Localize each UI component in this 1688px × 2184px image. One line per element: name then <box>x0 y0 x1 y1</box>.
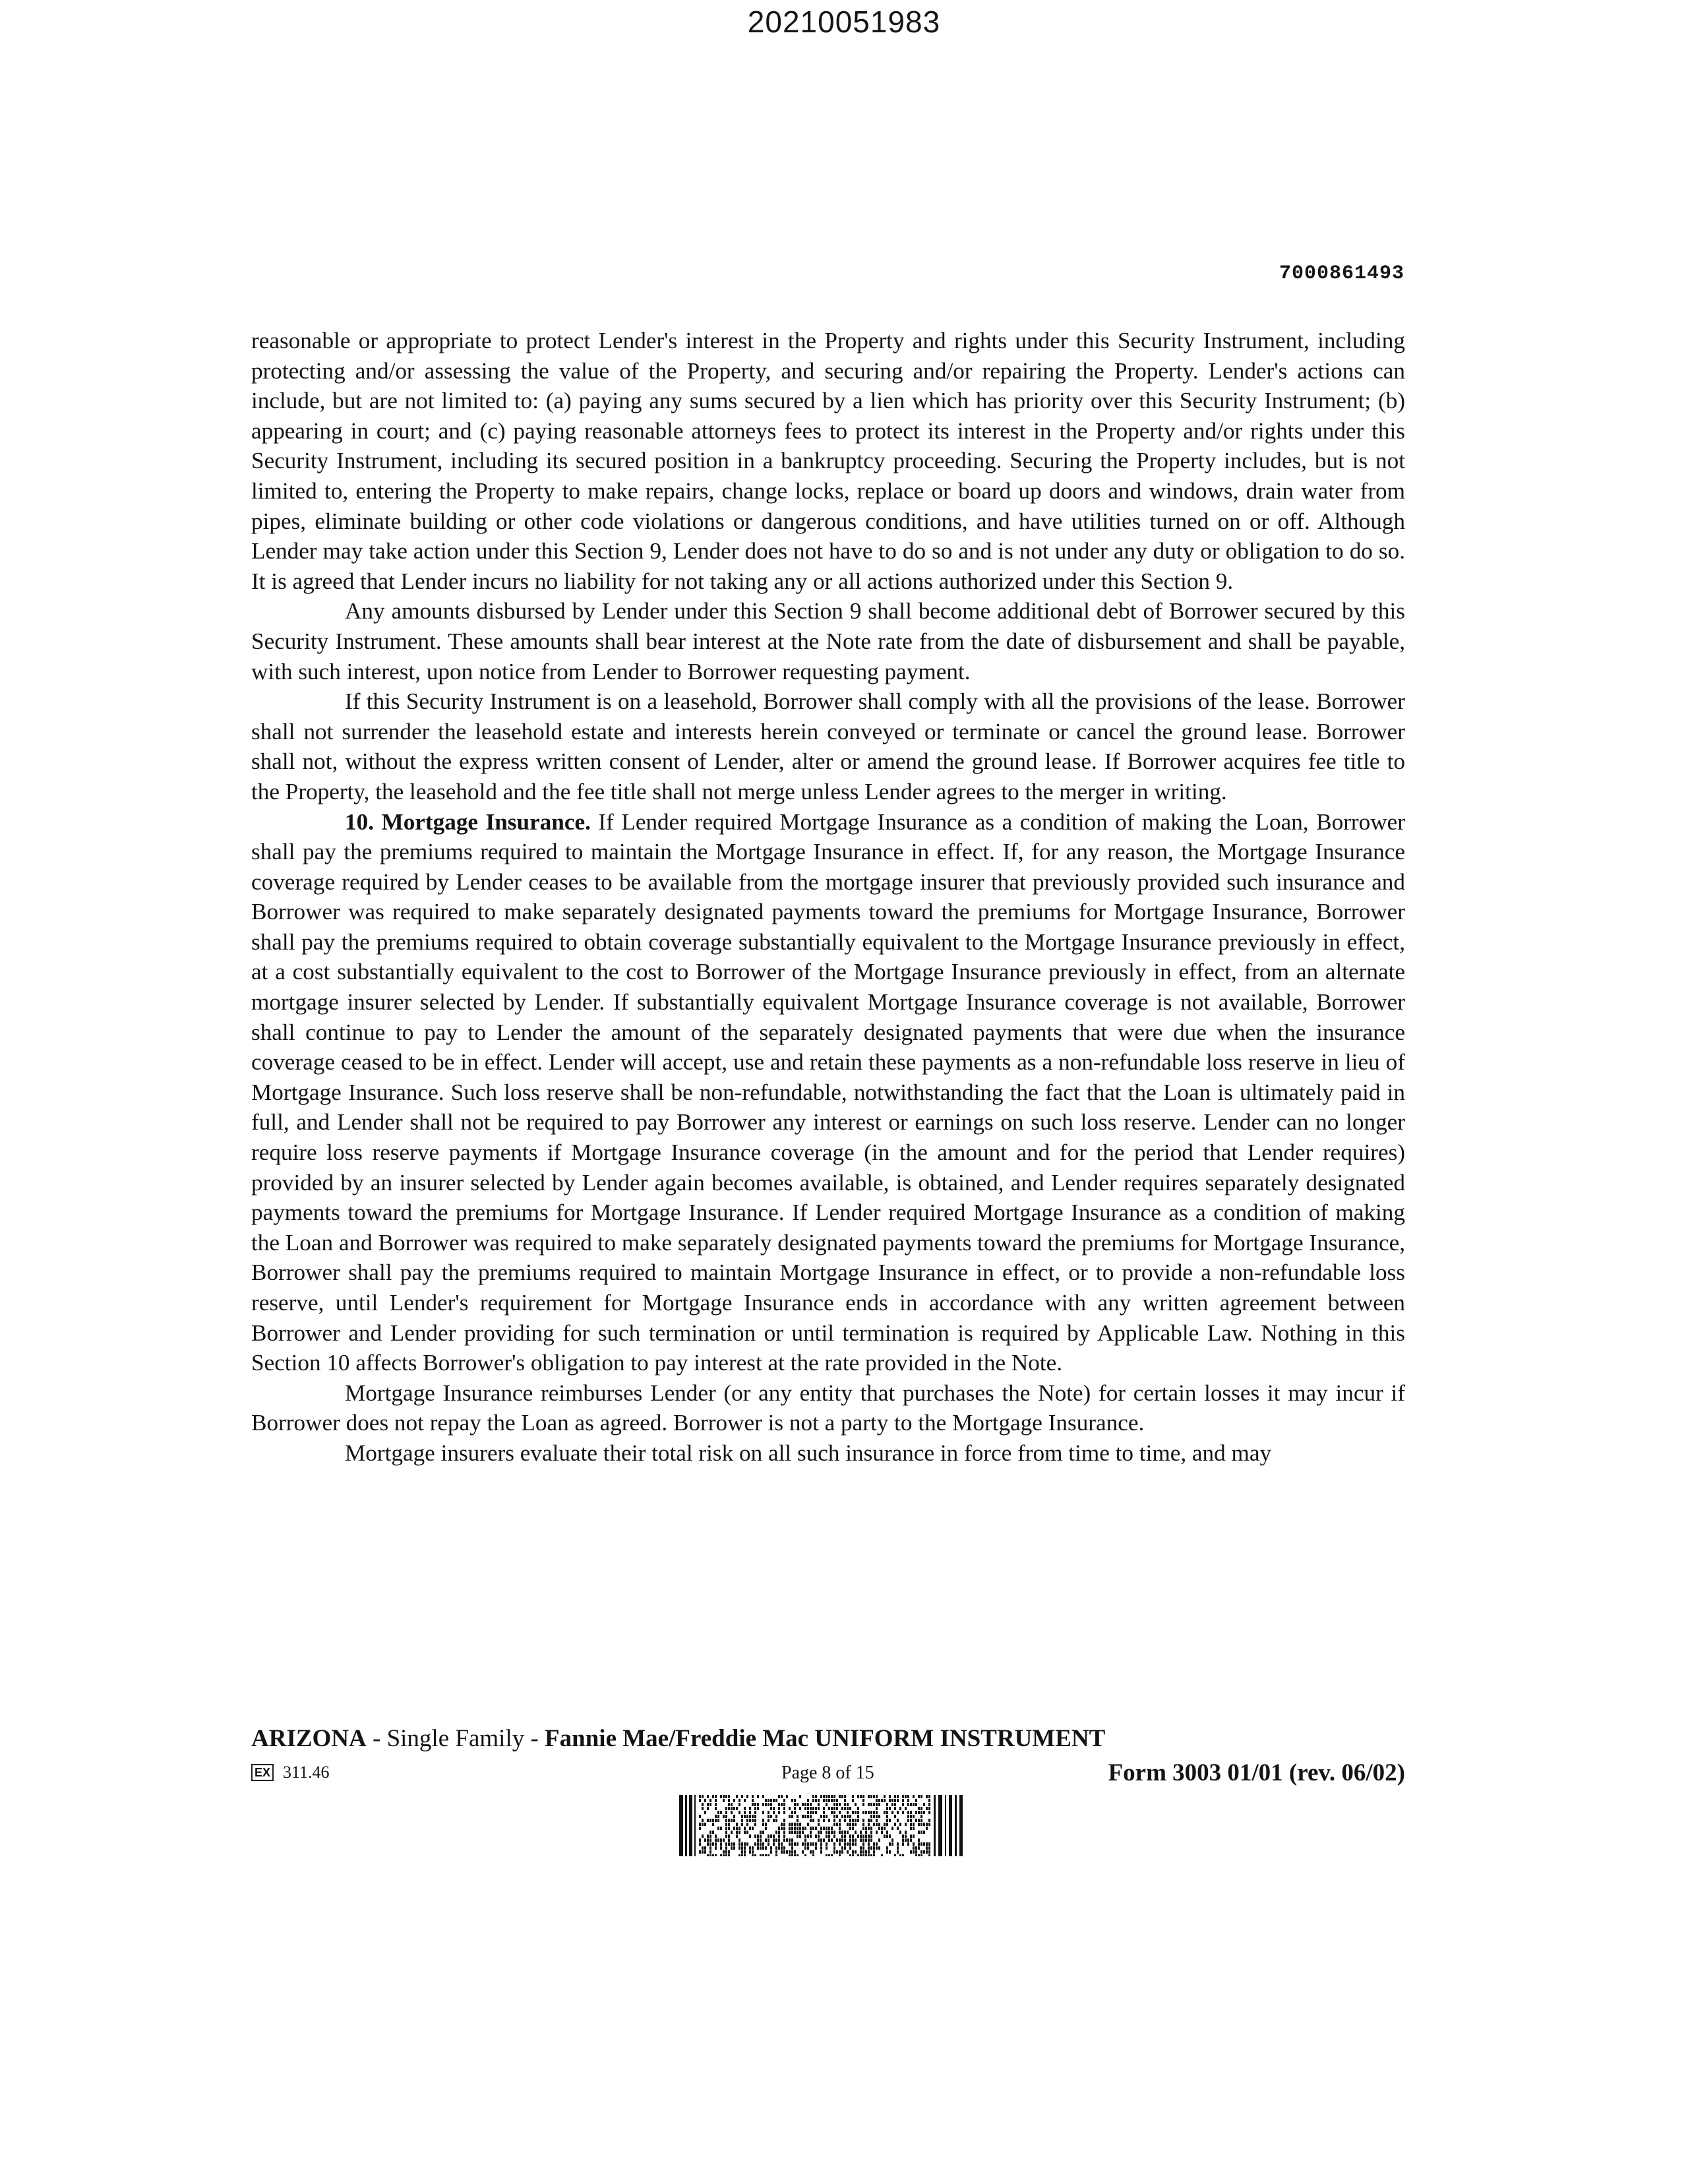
section-heading-mortgage-insurance: 10. Mortgage Insurance. <box>345 808 591 835</box>
loan-number: 7000861493 <box>1279 262 1404 285</box>
barcode-image <box>679 1795 963 1856</box>
paragraph-1 <box>251 326 1405 596</box>
form-number: Form 3003 01/01 (rev. 06/02) <box>1108 1759 1405 1786</box>
document-body <box>251 326 1405 1469</box>
footer-instrument: Fannie Mae/Freddie Mac UNIFORM INSTRUMENT <box>545 1725 1106 1752</box>
page-indicator: Page 8 of 15 <box>781 1763 874 1783</box>
paragraph-text: Mortgage Insurance reimburses Lender (or any entity that purchases the Note) for certain losses it may incur if Borrower does not repay the Loan as agreed. Borrower is not a party to the Mortgage Insurance. <box>251 1380 1405 1436</box>
footer-instrument-line <box>251 1724 1105 1753</box>
form-code <box>251 1763 330 1782</box>
form-icon: EX <box>251 1764 274 1781</box>
paragraph-text: Mortgage insurers evaluate their total risk on all such insurance in force from time to time, and may <box>345 1440 1272 1466</box>
footer-row <box>251 1759 1405 1792</box>
paragraph-text: Any amounts disbursed by Lender under this Section 9 shall become additional debt of Borrower secured by this Security Instrument. These amounts shall bear interest at the Note rate from the date of disbursement and shall be payable, with such interest, upon notice from Lender to Borrower requesting payment. <box>251 598 1405 684</box>
paragraph-text: reasonable or appropriate to protect Lender's interest in the Property and rights under this Security Instrument, including protecting and/or assessing the value of the Property, and securing and/or repairing the Property. Lender's actions can include, but are not limited to: (a) paying any sums secured by a lien which has priority over this Security Instrument; (b) appearing in court; and (c) paying reasonable attorneys fees to protect its interest in the Property and/or rights under this Security Instrument, including its secured position in a bankruptcy proceeding. Securing the Property includes, but is not limited to, entering the Property to make repairs, change locks, replace or board up doors and windows, drain water from pipes, eliminate building or other code violations or dangerous conditions, and have utilities turned on or off. Although Lender may take action under this Section 9, Lender does not have to do so and is not under any duty or obligation to do so. It is agreed that Lender incurs no liability for not taking any or all actions authorized under this Section 9. <box>251 328 1405 594</box>
paragraph-text: If this Security Instrument is on a leasehold, Borrower shall comply with all the provisions of the lease. Borrower shall not surrender the leasehold estate and interests herein conveyed or terminate or cancel the ground lease. Borrower shall not, without the express written consent of Lender, alter or amend the ground lease. If Borrower acquires fee title to the Property, the leasehold and the fee title shall not merge unless Lender agrees to the merger in writing. <box>251 688 1405 804</box>
paragraph-3 <box>251 686 1405 806</box>
paragraph-6 <box>251 1438 1405 1469</box>
barcode-bars <box>679 1795 963 1856</box>
paragraph-2 <box>251 596 1405 686</box>
paragraph-5 <box>251 1378 1405 1438</box>
form-code-value: 311.46 <box>283 1763 330 1782</box>
paragraph-text: If Lender required Mortgage Insurance as a condition of making the Loan, Borrower shall pay the premiums required to maintain the Mortgage Insurance in effect. If, for any reason, the Mortgage Insurance coverage required by Lender ceases to be available from the mortgage insurer that previously provided such insurance and Borrower was required to make separately designated payments toward the premiums for Mortgage Insurance, Borrower shall pay the premiums required to obtain coverage substantially equivalent to the Mortgage Insurance previously in effect, at a cost substantially equivalent to the cost to Borrower of the Mortgage Insurance previously in effect, from an alternate mortgage insurer selected by Lender. If substantially equivalent Mortgage Insurance coverage is not available, Borrower shall continue to pay to Lender the amount of the separately designated payments that were due when the insurance coverage ceased to be in effect. Lender will accept, use and retain these payments as a non-refundable loss reserve in lieu of Mortgage Insurance. Such loss reserve shall be non-refundable, notwithstanding the fact that the Loan is ultimately paid in full, and Lender shall not be required to pay Borrower any interest or earnings on such loss reserve. Lender can no longer require loss reserve payments if Mortgage Insurance coverage (in the amount and for the period that Lender requires) provided by an insurer selected by Lender again becomes available, is obtained, and Lender requires separately designated payments toward the premiums for Mortgage Insurance. If Lender required Mortgage Insurance as a condition of making the Loan and Borrower was required to make separately designated payments toward the premiums for Mortgage Insurance, Borrower shall pay the premiums required to maintain Mortgage Insurance in effect, or to provide a non-refundable loss reserve, until Lender's requirement for Mortgage Insurance ends in accordance with any written agreement between Borrower and Lender providing for such termination or until termination is required by Applicable Law. Nothing in this Section 10 affects Borrower's obligation to pay interest at the rate provided in the Note. <box>251 808 1405 1376</box>
footer-state: ARIZONA <box>251 1725 367 1752</box>
footer-separator: - Single Family - <box>366 1725 545 1752</box>
paragraph-4 <box>251 807 1405 1378</box>
recording-number: 20210051983 <box>747 5 941 39</box>
